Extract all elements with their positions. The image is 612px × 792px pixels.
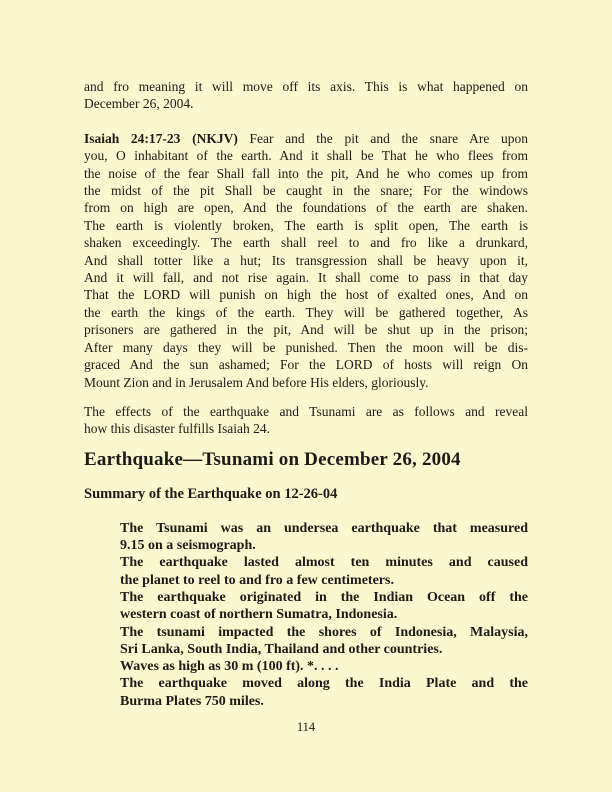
text-line: graced And the sun ashamed; For the LORD of hosts will reign On	[84, 357, 528, 373]
text-column	[84, 78, 528, 735]
summary-item: The Tsunami was an undersea earthquake that measured 9.15 on a seismograph.	[120, 520, 528, 554]
text-line: The tsunami impacted the shores of Indonesia, Malaysia,	[120, 624, 528, 640]
summary-item: The earthquake moved along the India Plate and the Burma Plates 750 miles.	[120, 676, 528, 709]
summary-item: The earthquake lasted almost ten minutes and caused the planet to reel to and fro a few centimeters.	[120, 555, 528, 588]
text-line: you, O inhabitant of the earth. And it shall be That he who flees from	[84, 148, 528, 164]
text-line: The Tsunami was an undersea earthquake that measured	[120, 520, 528, 536]
page-number: 114	[296, 719, 316, 734]
effects-last-line: how this disaster fulfills Isaiah 24.	[84, 421, 270, 437]
effects-justified-lines	[84, 403, 528, 420]
section-heading-earthquake-tsunami: Earthquake—Tsunami on December 26, 2004	[84, 448, 461, 470]
text-line: The earthquake originated in the Indian Ocean off the	[120, 589, 528, 605]
paragraph-intro	[84, 78, 528, 113]
text-line: After many days they will be punished. Then the moon will be dis-	[84, 339, 528, 355]
summary-item: Waves as high as 30 m (100 ft). *. . . .	[120, 659, 339, 675]
summary-item: The tsunami impacted the shores of Indonesia, Malaysia, Sri Lanka, South India, Thailand and other countries.	[120, 624, 528, 657]
intro-justified-lines	[84, 78, 528, 95]
text-line: The earthquake lasted almost ten minutes and caused	[120, 555, 528, 571]
text-line: the midst of the pit Shall be caught in the snare; For the windows	[84, 183, 528, 199]
intro-last-line: December 26, 2004.	[84, 96, 194, 112]
text-line: And shall totter like a hut; Its transgression shall be heavy upon it,	[84, 252, 528, 268]
text-line: the noise of the fear Shall fall into the pit, And he who comes up from	[84, 165, 528, 181]
text-line: the earth the kings of the earth. They will be gathered together, As	[84, 304, 528, 320]
summary-list	[84, 520, 528, 710]
scripture-first-line-rest: Fear and the pit and the snare Are upon	[237, 130, 528, 146]
paragraph-effects	[84, 403, 528, 438]
summary-item: The earthquake originated in the Indian Ocean off the western coast of northern Sumatra, Indonesia.	[120, 589, 528, 623]
subheading-summary: Summary of the Earthquake on 12-26-04	[84, 485, 338, 502]
scripture-first-line	[84, 130, 528, 147]
text-line: from on high are open, And the foundations of the earth are shaken.	[84, 200, 528, 216]
text-line: The earth is violently broken, The earth is split open, The earth is	[84, 217, 528, 233]
text-line: prisoners are gathered in the pit, And will be shut up in the prison;	[84, 322, 528, 338]
scripture-reference: Isaiah 24:17-23 (NKJV)	[84, 130, 238, 146]
text-line: And it will fall, and not rise again. It shall come to pass in that day	[84, 270, 528, 286]
paragraph-scripture	[84, 130, 528, 391]
text-line: and fro meaning it will move off its axis. This is what happened on	[84, 79, 528, 94]
text-line: The earthquake moved along the India Plate and the	[120, 676, 528, 692]
scripture-last-line: Mount Zion and in Jerusalem And before His elders, gloriously.	[84, 374, 429, 390]
text-line: The effects of the earthquake and Tsunami are as follows and reveal	[84, 403, 528, 419]
scripture-justified-lines	[84, 147, 528, 373]
text-line: That the LORD will punish on high the host of exalted ones, And on	[84, 287, 528, 303]
text-line: shaken exceedingly. The earth shall reel to and fro like a drunkard,	[84, 235, 528, 251]
